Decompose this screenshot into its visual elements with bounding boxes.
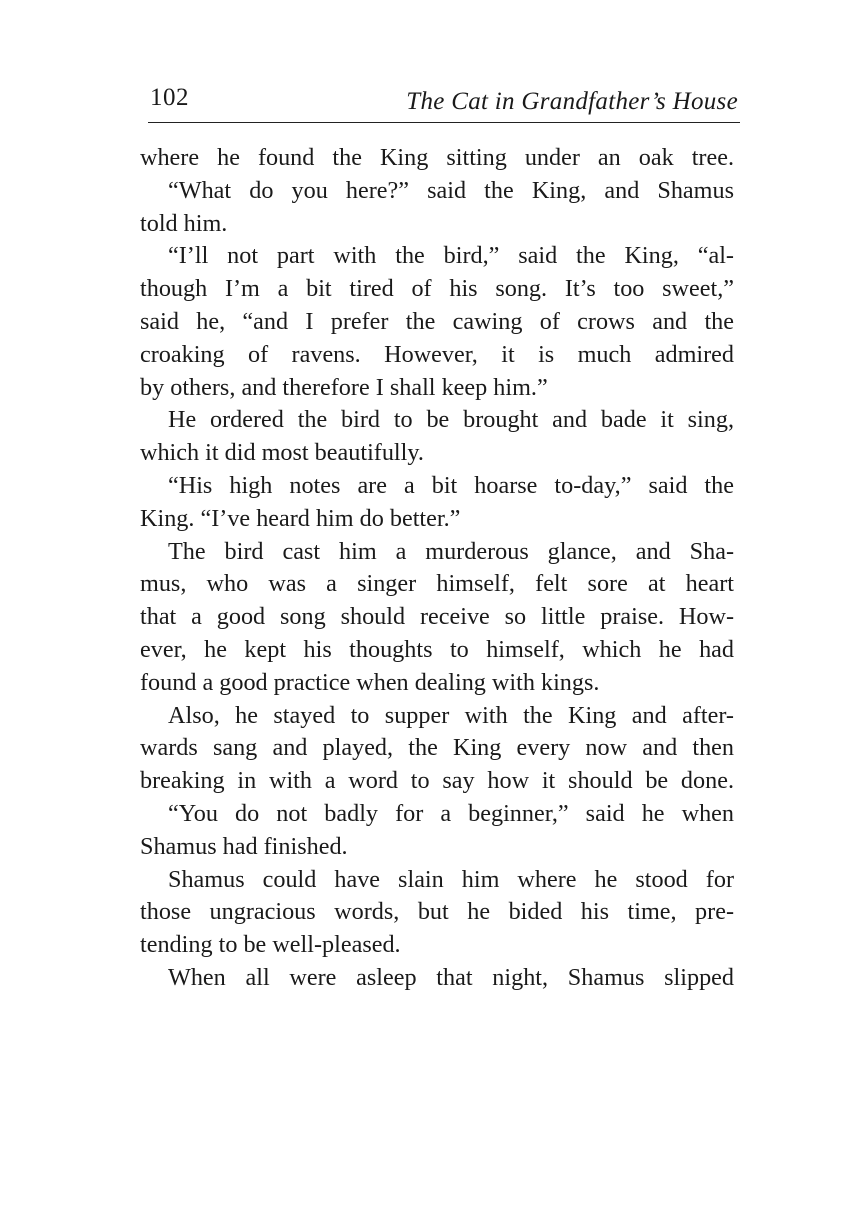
text-line: croaking of ravens. However, it is much admired — [140, 340, 734, 368]
text-line: though I’m a bit tired of his song. It’s too sweet,” — [140, 275, 734, 303]
running-head — [148, 78, 740, 123]
text-line: said he, “and I prefer the cawing of crows and the — [140, 307, 734, 335]
text-line: mus, who was a singer himself, felt sore at heart — [140, 570, 734, 598]
text-line: wards sang and played, the King every now and then — [140, 734, 734, 762]
text-line: ever, he kept his thoughts to himself, which he had — [140, 635, 734, 663]
text-line: “What do you here?” said the King, and Shamus — [168, 176, 734, 204]
text-line: told him. — [140, 209, 228, 237]
text-line: those ungracious words, but he bided his time, pre- — [140, 898, 734, 926]
text-line: by others, and therefore I shall keep him.” — [140, 373, 548, 401]
text-line: Also, he stayed to supper with the King and after- — [168, 701, 734, 729]
body-text — [140, 142, 734, 995]
text-line: King. “I’ve heard him do better.” — [140, 504, 461, 532]
text-line: The bird cast him a murderous glance, and Sha- — [168, 537, 734, 565]
text-line: found a good practice when dealing with kings. — [140, 668, 600, 696]
text-line: that a good song should receive so little praise. How- — [140, 603, 734, 631]
text-line: breaking in with a word to say how it should be done. — [140, 767, 734, 795]
page-number: 102 — [150, 84, 189, 111]
book-title: The Cat in Grandfather’s House — [406, 88, 738, 115]
text-line: where he found the King sitting under an oak tree. — [140, 144, 734, 171]
text-line: He ordered the bird to be brought and bade it sing, — [168, 406, 734, 434]
text-line: “I’ll not part with the bird,” said the King, “al- — [168, 242, 734, 270]
text-line: “You do not badly for a beginner,” said he when — [168, 799, 734, 827]
text-line: tending to be well-pleased. — [140, 931, 401, 959]
text-line: When all were asleep that night, Shamus slipped — [168, 963, 734, 991]
text-line: “His high notes are a bit hoarse to-day,” said the — [168, 471, 734, 499]
text-line: which it did most beautifully. — [140, 439, 424, 467]
text-line: Shamus could have slain him where he stood for — [168, 865, 734, 893]
text-line: Shamus had finished. — [140, 832, 348, 860]
